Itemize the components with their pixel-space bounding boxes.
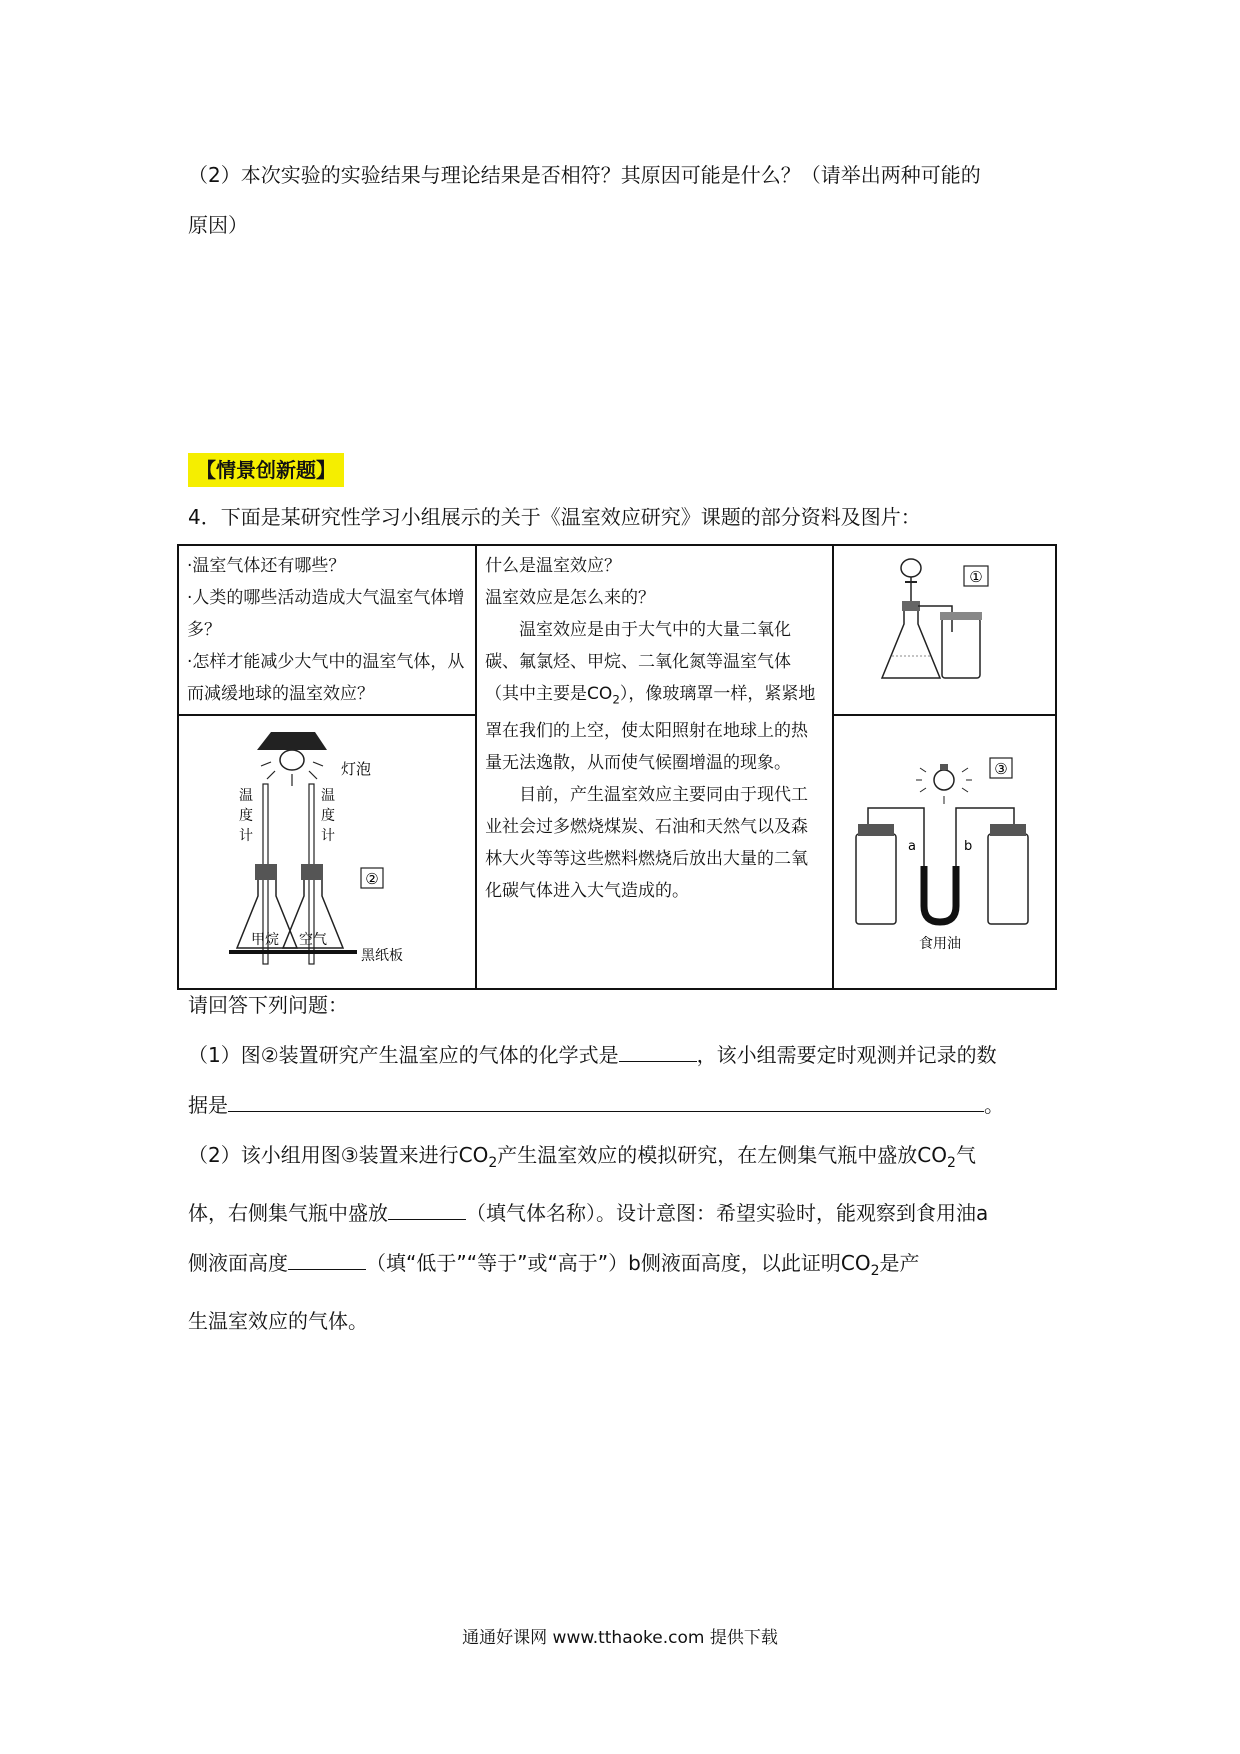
material-table [177, 544, 1057, 990]
mid-paragraph-1: 温室效应是由于大气中的大量二氧化碳、氟氯烃、甲烷、二氧化氮等温室气体（其中主要是$CO_2$），像玻璃罩一样，紧紧地罩在我们的上空，使太阳照射在地球上的热量无法逸散，从而使气候圈增温的现象。 [485, 620, 816, 774]
mid-question-2: 温室效应是怎么来的？ [485, 588, 656, 608]
thermo-left-3: 计 [239, 828, 253, 844]
left-questions [179, 546, 475, 714]
board-label: 黑纸板 [361, 948, 403, 964]
explanation-cell [476, 545, 833, 989]
answer-2-line1: （2）该小组用图③装置来进行$CO_2$产生温室效应的模拟研究，在左侧集气瓶中盛放$CO_2$气 [188, 1143, 976, 1171]
questions-cell [178, 545, 476, 715]
answer-1-line2: 据是 。 [188, 1093, 1004, 1117]
figure-2-cell [178, 715, 476, 989]
flask-right-label: 空气 [299, 932, 327, 948]
figure-3-number: ③ [994, 760, 1008, 778]
figure-2 [179, 716, 469, 984]
left-question-1: ·温室气体还有哪些？ [187, 556, 346, 576]
thermo-right-1: 温 [321, 788, 335, 804]
figure-3 [834, 716, 1050, 984]
thermo-right-3: 计 [321, 828, 335, 844]
label-a: a [907, 839, 916, 854]
blank-2[interactable] [228, 1091, 984, 1112]
answer-section [188, 980, 1058, 1346]
answer-2-line2: 体，右侧集气瓶中盛放 （填气体名称）。设计意图：希望实验时，能观察到食用油a [188, 1201, 989, 1225]
figure-1-number: ① [969, 568, 983, 586]
answer-2-line3: 侧液面高度 （填“低于”“等于”或“高于”）b侧液面高度，以此证明$CO_2$是产 [188, 1251, 920, 1279]
mid-question-1: 什么是温室效应？ [485, 556, 622, 576]
section-tag: 【情景创新题】 [188, 453, 344, 487]
thermo-left-2: 度 [239, 808, 253, 824]
answer-prompt: 请回答下列问题： [188, 993, 348, 1017]
question-3-part2 [188, 150, 1058, 250]
blank-1[interactable] [619, 1041, 697, 1062]
left-question-2: ·人类的哪些活动造成大气温室气体增多？ [187, 588, 465, 640]
thermo-left-1: 温 [239, 788, 253, 804]
mid-paragraph-2: 目前，产生温室效应主要同由于现代工业社会过多燃烧煤炭、石油和天然气以及森林大火等等这些燃料燃烧后放出大量的二氧化碳气体进入大气造成的。 [485, 785, 809, 902]
question-4-intro: 4．下面是某研究性学习小组展示的关于《温室效应研究》课题的部分资料及图片： [188, 505, 921, 529]
thermo-right-2: 度 [321, 808, 335, 824]
blank-4[interactable] [288, 1249, 366, 1270]
figure-2-number: ② [365, 870, 379, 888]
q2-line1: （2）本次实验的实验结果与理论结果是否相符？其原因可能是什么？（请举出两种可能的 [188, 163, 981, 187]
lamp-label: 灯泡 [341, 760, 372, 778]
oil-label: 食用油 [918, 936, 961, 952]
q2-line2: 原因） [188, 213, 248, 237]
explanation-text [477, 546, 832, 911]
footer: 通通好课网 www.tthaoke.com 提供下载 [462, 1628, 778, 1648]
left-question-3: ·怎样才能减少大气中的温室气体，从而减缓地球的温室效应？ [187, 652, 465, 704]
figure-3-cell [833, 715, 1056, 989]
label-b: b [963, 839, 973, 854]
flask-left-label: 甲烷 [251, 932, 279, 948]
answer-1-line1: （1）图②装置研究产生温室应的气体的化学式是 ，该小组需要定时观测并记录的数 [188, 1043, 997, 1067]
figure-1 [834, 546, 1050, 706]
blank-3[interactable] [388, 1199, 466, 1220]
answer-2-line4: 生温室效应的气体。 [188, 1309, 368, 1333]
figure-1-cell [833, 545, 1056, 715]
